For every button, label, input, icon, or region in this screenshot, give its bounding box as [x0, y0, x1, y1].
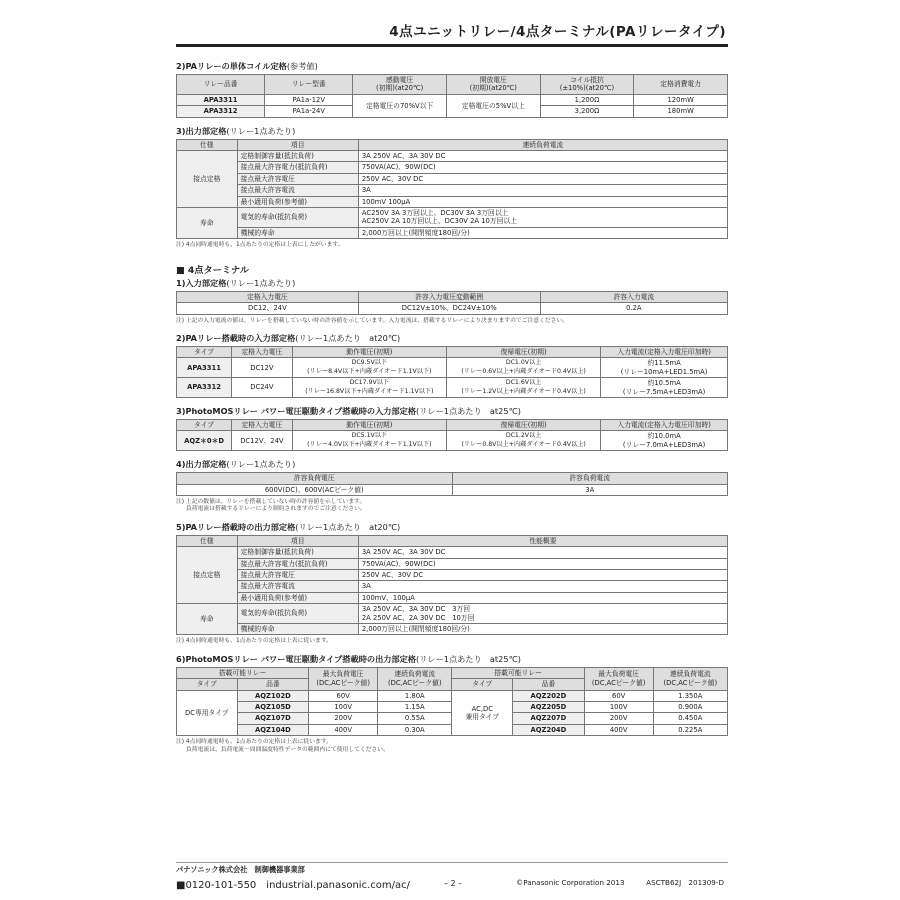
- table-row: APA3312 DC24V DC17.9V以下 (リレー16.8V以下+内蔵ダイオード1.1V以下) DC1.6V以上 (リレー1.2V以上+内蔵ダイオード0.4V以上) 約10.5mA (リレー7.5mA+LED3mA): [177, 378, 728, 398]
- table-row: APA3311 PA1a-12V 定格電圧の70%V以下 定格電圧の5%V以上 1,200Ω 120mW: [177, 94, 728, 105]
- input-rating-table: [176, 291, 728, 315]
- table-row: 寿命 電気的寿命(抵抗負荷) AC250V 3A 3万回以上、DC30V 3A 3万回以上 AC250V 2A 10万回以上、DC30V 2A 10万回以上: [177, 208, 728, 228]
- table-row: DC専用タイプ AQZ102D 60V 1.80A AC,DC 兼用タイプ AQZ202D 60V 1.350A: [177, 690, 728, 701]
- table-header: コイル抵抗 (±10%)(at20℃): [540, 75, 634, 95]
- table-header: 定格消費電力: [634, 75, 728, 95]
- table-header: 仕様: [177, 535, 238, 546]
- photomos-output-table: [176, 667, 728, 736]
- table-header: タイプ: [452, 679, 513, 690]
- section-title-photomos-input: 3)PhotoMOSリレー パワー電圧駆動タイプ搭載時の入力部定格(リレー1点あたり at25℃): [176, 405, 521, 416]
- table-header: 仕様: [177, 139, 238, 150]
- table-row: 接点最大許容電流 3A: [177, 185, 728, 196]
- table-header: 定格入力電圧: [177, 291, 359, 302]
- table-note: 負荷電流は搭載するリレーにより制約されますのでご注意ください。: [186, 506, 366, 513]
- table-note: 負荷電流は、負荷電流－周囲温度特性データの範囲内にて使用してください。: [186, 746, 389, 753]
- table-header: 復帰電圧(初期): [446, 419, 600, 430]
- table-header: 性能概要: [358, 535, 727, 546]
- table-header: 定格入力電圧: [232, 419, 293, 430]
- table-row: 接点最大許容電圧 250V AC、30V DC: [177, 173, 728, 184]
- section-title-output: 3)出力部定格(リレー1点あたり): [176, 125, 296, 136]
- table-row: 機械的寿命 2,000万回以上(開閉頻度180回/分): [177, 624, 728, 635]
- table-header: タイプ: [177, 679, 238, 690]
- page-number: – 2 –: [444, 879, 463, 888]
- table-header: リレー型番: [265, 75, 353, 95]
- table-header: 許容入力電圧変動範囲: [358, 291, 540, 302]
- table-header: 動作電圧(初期): [292, 419, 446, 430]
- contact-line: ■0120-101-550 industrial.panasonic.com/ac/: [176, 880, 410, 891]
- table-row: DC12、24V DC12V±10%、DC24V±10% 0.2A: [177, 303, 728, 314]
- table-row: 接点定格 定格制御容量(抵抗負荷) 3A 250V AC、3A 30V DC: [177, 151, 728, 162]
- table-header: 搭載可能リレー: [177, 667, 309, 678]
- page-title: 4点ユニットリレー/4点ターミナル(PAリレータイプ): [389, 24, 726, 40]
- page-header: [176, 18, 728, 47]
- copyright: ©Panasonic Corporation 2013: [516, 878, 625, 887]
- table-row: AQZ105D 100V 1.15A AQZ205D 100V 0.900A: [177, 702, 728, 713]
- table-header: 許容負荷電流: [452, 473, 728, 484]
- section-title-coil: 2)PAリレーの単体コイル定格(参考値): [176, 61, 318, 71]
- table-header: 入力電流(定格入力電圧印加時): [601, 346, 728, 357]
- section-title-photomos-output: 6)PhotoMOSリレー パワー電圧駆動タイプ搭載時の出力部定格(リレー1点あたり at25℃): [176, 653, 521, 664]
- table-row: APA3311 DC12V DC9.5V以下 (リレー8.4V以下+内蔵ダイオード1.1V以下) DC1.0V以上 (リレー0.6V以上+内蔵ダイオード0.4V以上) 約11.5mA (リレー10mA+LED1.5mA): [177, 358, 728, 378]
- table-row: 接点定格 定格制御容量(抵抗負荷) 3A 250V AC、3A 30V DC: [177, 547, 728, 558]
- table-header: リレー品番: [177, 75, 265, 95]
- section-title-terminal-output: 4)出力部定格(リレー1点あたり): [176, 459, 296, 470]
- table-row: 接点最大許容電圧 250V AC、30V DC: [177, 570, 728, 581]
- table-row: 機械的寿命 2,000万回以上(開閉頻度180回/分): [177, 227, 728, 238]
- table-note: 注) 上記の入力電流の値は、リレーを搭載していない時の許容値を示しています。入力電流は、搭載するリレーにより決まりますのでご注意ください。: [176, 317, 569, 324]
- table-header: タイプ: [177, 419, 232, 430]
- terminal-output-table: [176, 472, 728, 496]
- table-header: 最大負荷電圧 (DC,ACピーク値): [309, 667, 378, 690]
- table-row: 600V(DC)、600V(ACピーク値) 3A: [177, 484, 728, 495]
- table-note: 注) 4点同時通電時も、1点あたりの定格は上表に従います。: [176, 739, 332, 746]
- table-row: 最小適用負荷(参考値) 100mV 100μA: [177, 196, 728, 207]
- table-row: AQZ107D 200V 0.55A AQZ207D 200V 0.450A: [177, 713, 728, 724]
- page-footer: [176, 862, 728, 891]
- table-header: 最大負荷電圧 (DC,ACピーク値): [584, 667, 653, 690]
- company-name: パナソニック株式会社 制御機器事業部: [176, 865, 305, 874]
- table-header: 連続負荷電流: [358, 139, 727, 150]
- table-row: APA3312 PA1a-24V 3,200Ω 180mW: [177, 106, 728, 117]
- document-code: ASCTB62J 201309-D: [646, 878, 724, 887]
- table-header: 定格入力電圧: [232, 346, 293, 357]
- table-header: 項目: [237, 139, 358, 150]
- table-row: 最小適用負荷(参考値) 100mV、100μA: [177, 592, 728, 603]
- pa-output-table: [176, 535, 728, 636]
- section-title-input: 1)入力部定格(リレー1点あたり): [176, 277, 296, 288]
- table-header: 搭載可能リレー: [452, 667, 584, 678]
- table-header: 開放電圧 (初期)(at20℃): [446, 75, 540, 95]
- table-header: 感動電圧 (初期)(at20℃): [353, 75, 447, 95]
- photomos-input-table: [176, 419, 728, 451]
- document-page: [176, 18, 728, 754]
- table-row: AQZ＊0＊D DC12V、24V DC5.1V以下 (リレー4.0V以下+内蔵ダイオード1.1V以下) DC1.2V以上 (リレー0.8V以上+内蔵ダイオード0.4V以上) 約10.0mA (リレー7.0mA+LED3mA): [177, 431, 728, 451]
- table-row: 接点最大許容電流 3A: [177, 581, 728, 592]
- table-note: 注) 上記の数値は、リレーを搭載していない時の許容値を示しています。: [176, 498, 366, 505]
- table-note: 注) 4点同時通電時も、1点あたりの定格は上表にしたがいます。: [176, 242, 344, 249]
- table-header: 連続負荷電流 (DC,ACピーク値): [378, 667, 452, 690]
- table-header: 復帰電圧(初期): [446, 346, 600, 357]
- section-heading-terminal: ■ 4点ターミナル: [176, 264, 249, 276]
- table-header: タイプ: [177, 346, 232, 357]
- coil-rating-table: [176, 74, 728, 118]
- output-rating-table: [176, 139, 728, 240]
- table-row: 接点最大許容電力(抵抗負荷) 750VA(AC)、90W(DC): [177, 558, 728, 569]
- table-header: 入力電流(定格入力電圧印加時): [601, 419, 728, 430]
- table-header: 許容負荷電圧: [177, 473, 453, 484]
- table-note: 注) 4点同時通電時も、1点あたりの定格は上表に従います。: [176, 638, 332, 645]
- table-header: 品番: [237, 679, 309, 690]
- table-header: 動作電圧(初期): [292, 346, 446, 357]
- table-header: 項目: [237, 535, 358, 546]
- table-header: 品番: [513, 679, 585, 690]
- table-row: 接点最大許容電力(抵抗負荷) 750VA(AC)、90W(DC): [177, 162, 728, 173]
- pa-input-table: [176, 346, 728, 398]
- section-title-pa-output: 5)PAリレー搭載時の出力部定格(リレー1点あたり at20℃): [176, 521, 401, 532]
- table-row: AQZ104D 400V 0.30A AQZ204D 400V 0.225A: [177, 724, 728, 735]
- table-row: 寿命 電気的寿命(抵抗負荷) 3A 250V AC、3A 30V DC 3万回 2A 250V AC、2A 30V DC 10万回: [177, 604, 728, 624]
- table-header: 連続負荷電流 (DC,ACピーク値): [653, 667, 727, 690]
- table-header: 許容入力電流: [540, 291, 727, 302]
- section-title-pa-input: 2)PAリレー搭載時の入力部定格(リレー1点あたり at20℃): [176, 332, 401, 343]
